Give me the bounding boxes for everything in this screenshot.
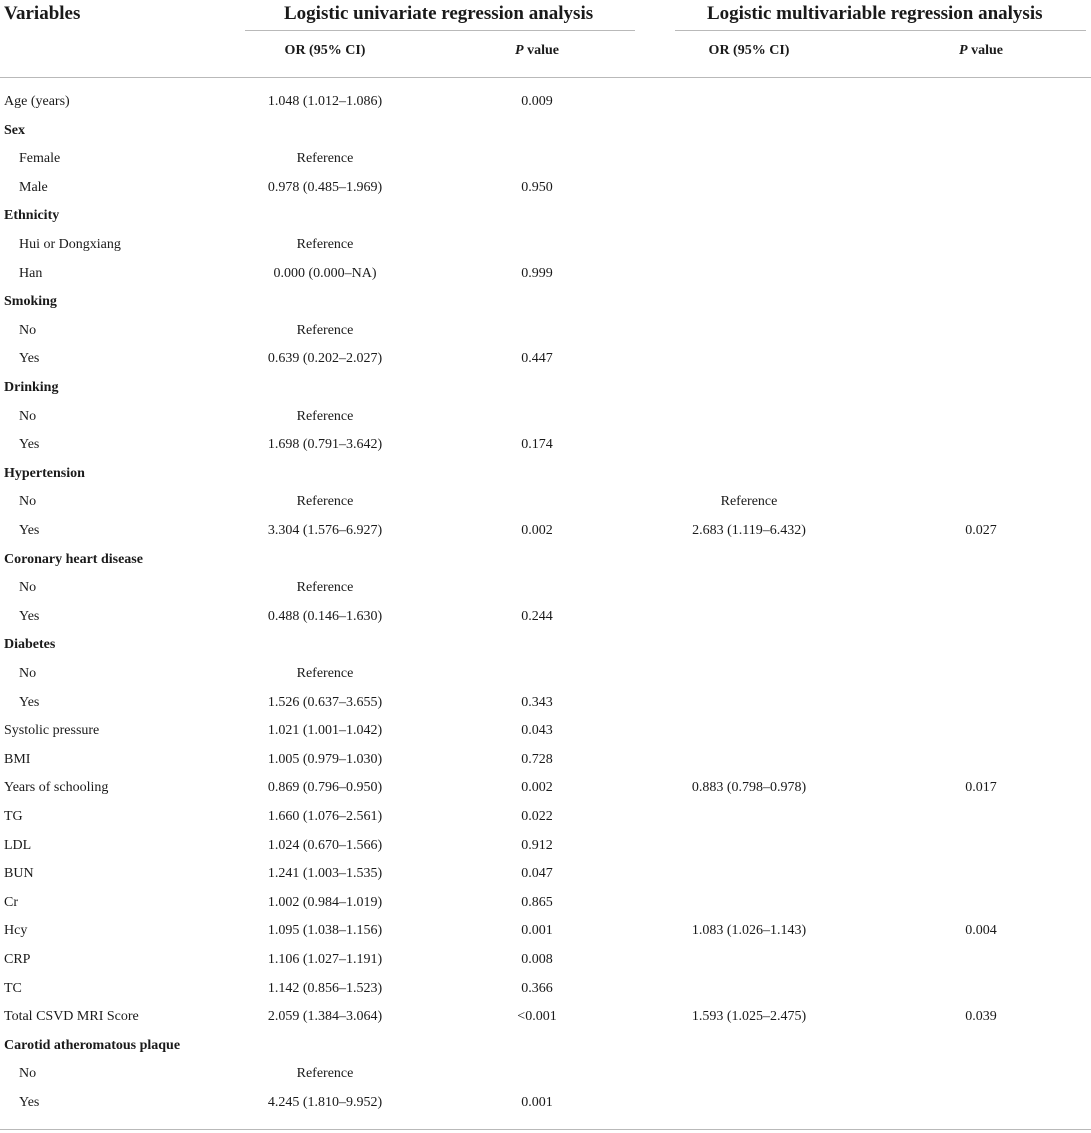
- cell-uni-or: 1.002 (0.984–1.019): [267, 894, 383, 910]
- table-row: [0, 832, 1091, 860]
- cell-uni-p: 0.999: [521, 265, 553, 281]
- column-header-variables: Variables: [4, 3, 81, 24]
- table-row: [0, 975, 1091, 1003]
- row-label: Yes: [19, 1095, 40, 1110]
- table-row: [0, 260, 1091, 288]
- cell-uni-or: Reference: [296, 151, 354, 167]
- table-row: [0, 403, 1091, 431]
- cell-multi-or: Reference: [720, 494, 778, 510]
- cell-uni-or: 0.488 (0.146–1.630): [267, 608, 383, 624]
- table-row: [0, 917, 1091, 945]
- cell-uni-or: 1.095 (1.038–1.156): [267, 923, 383, 939]
- row-label: No: [19, 666, 37, 681]
- cell-uni-or: 0.869 (0.796–0.950): [267, 780, 383, 796]
- row-label: No: [19, 408, 37, 424]
- row-label: Yes: [19, 608, 40, 624]
- cell-uni-p: 0.002: [521, 780, 553, 796]
- cell-uni-or: Reference: [296, 666, 354, 681]
- row-label: Years of schooling: [4, 780, 109, 796]
- row-label: Cr: [4, 894, 18, 910]
- cell-multi-p: 0.017: [965, 780, 997, 796]
- cell-uni-p: 0.001: [521, 1095, 553, 1110]
- table-row: [0, 574, 1091, 602]
- group-rule-multivariable: [675, 30, 1086, 31]
- cell-uni-or: 1.005 (0.979–1.030): [267, 751, 383, 767]
- cell-uni-p: 0.865: [521, 894, 553, 910]
- group-rule-univariate: [245, 30, 635, 31]
- group-header-multivariable: Logistic multivariable regression analysis: [707, 3, 1043, 24]
- table-row: [0, 689, 1091, 717]
- row-label: TG: [4, 809, 23, 824]
- cell-multi-or: 1.083 (1.026–1.143): [691, 923, 807, 939]
- table-row: [0, 202, 1091, 230]
- table-row: [0, 603, 1091, 631]
- cell-uni-p: 0.244: [521, 608, 553, 624]
- row-label: Yes: [19, 437, 40, 453]
- cell-uni-p: <0.001: [517, 1009, 557, 1025]
- row-label: No: [19, 1066, 37, 1082]
- table-row: [0, 774, 1091, 802]
- cell-uni-p: 0.912: [521, 837, 553, 853]
- p-italic: P: [515, 43, 524, 58]
- row-label: Drinking: [4, 380, 59, 395]
- cell-uni-or: 0.639 (0.202–2.027): [267, 351, 383, 367]
- row-label: Systolic pressure: [4, 723, 100, 739]
- group-header-univariate: Logistic univariate regression analysis: [284, 3, 594, 24]
- cell-uni-p: 0.043: [521, 723, 553, 739]
- table-bottom-rule: [0, 1129, 1091, 1130]
- p-italic: P: [959, 43, 968, 58]
- row-label: No: [19, 580, 37, 596]
- cell-uni-p: 0.447: [521, 351, 553, 367]
- table-row: [0, 431, 1091, 459]
- p-label-rest: value: [523, 43, 559, 58]
- table-row: [0, 746, 1091, 774]
- cell-uni-or: 1.021 (1.001–1.042): [267, 723, 383, 739]
- cell-uni-p: 0.343: [521, 694, 553, 710]
- cell-multi-p: 0.039: [965, 1009, 997, 1025]
- row-label: Sex: [4, 122, 25, 138]
- row-label: Yes: [19, 351, 40, 367]
- row-label: Male: [19, 179, 48, 195]
- cell-uni-p: 0.009: [521, 94, 553, 109]
- cell-uni-or: 1.024 (0.670–1.566): [267, 837, 383, 853]
- cell-uni-or: Reference: [296, 322, 354, 338]
- table-row: [0, 803, 1091, 831]
- row-label: LDL: [4, 837, 32, 853]
- table-row: [0, 488, 1091, 516]
- column-header-uni-or: OR (95% CI): [284, 43, 366, 58]
- cell-multi-or: 0.883 (0.798–0.978): [691, 780, 807, 796]
- cell-uni-p: 0.002: [521, 523, 553, 538]
- row-label: Yes: [19, 694, 40, 710]
- cell-uni-or: Reference: [296, 408, 354, 424]
- cell-uni-or: 3.304 (1.576–6.927): [267, 523, 383, 538]
- row-label: Smoking: [4, 294, 57, 310]
- table-row: [0, 1089, 1091, 1117]
- cell-uni-or: 1.106 (1.027–1.191): [267, 952, 383, 967]
- cell-multi-p: 0.004: [965, 923, 997, 939]
- cell-uni-or: 1.048 (1.012–1.086): [267, 94, 383, 109]
- table-row: [0, 231, 1091, 259]
- row-label: No: [19, 494, 37, 510]
- table-row: [0, 317, 1091, 345]
- cell-multi-or: 2.683 (1.119–6.432): [692, 523, 806, 538]
- row-label: BMI: [4, 751, 31, 767]
- table-row: [0, 946, 1091, 974]
- row-label: Age (years): [4, 94, 70, 109]
- table-row: [0, 1060, 1091, 1088]
- cell-uni-or: 0.978 (0.485–1.969): [267, 179, 383, 195]
- row-label: TC: [4, 980, 22, 996]
- row-label: Yes: [19, 523, 40, 538]
- cell-uni-p: 0.008: [521, 952, 553, 967]
- row-label: CRP: [4, 952, 31, 967]
- cell-uni-or: 1.660 (1.076–2.561): [267, 809, 383, 824]
- table-row: [0, 174, 1091, 202]
- table-row: [0, 660, 1091, 688]
- p-label-rest: value: [967, 43, 1003, 58]
- row-label: Ethnicity: [4, 208, 60, 224]
- table-row: [0, 631, 1091, 659]
- row-label: Hcy: [4, 923, 28, 939]
- row-label: Total CSVD MRI Score: [4, 1009, 139, 1025]
- cell-multi-or: 1.593 (1.025–2.475): [691, 1009, 807, 1025]
- cell-uni-or: 1.142 (0.856–1.523): [267, 980, 383, 996]
- row-label: Female: [19, 151, 61, 167]
- table-row: [0, 1003, 1091, 1031]
- row-label: BUN: [4, 866, 34, 882]
- cell-uni-or: 1.241 (1.003–1.535): [267, 866, 383, 882]
- table-row: [0, 546, 1091, 574]
- table-row: [0, 460, 1091, 488]
- cell-uni-or: 0.000 (0.000–NA): [273, 265, 377, 281]
- cell-uni-p: 0.366: [521, 980, 553, 996]
- row-label: Diabetes: [4, 637, 56, 653]
- cell-uni-p: 0.174: [521, 437, 553, 453]
- cell-uni-or: Reference: [296, 1066, 354, 1082]
- table-row: [0, 88, 1091, 116]
- cell-uni-or: Reference: [296, 580, 354, 596]
- cell-uni-or: Reference: [296, 494, 354, 510]
- column-header-multi-or: OR (95% CI): [708, 43, 790, 58]
- cell-uni-p: 0.047: [521, 866, 553, 882]
- table-row: [0, 860, 1091, 888]
- row-label: No: [19, 322, 37, 338]
- row-label: Hui or Dongxiang: [19, 237, 121, 252]
- cell-uni-or: 1.526 (0.637–3.655): [267, 694, 383, 710]
- cell-uni-p: 0.001: [521, 923, 553, 939]
- cell-uni-p: 0.728: [521, 751, 553, 767]
- row-label: Hypertension: [4, 465, 85, 481]
- table-row: [0, 517, 1091, 545]
- table-row: [0, 288, 1091, 316]
- header-bottom-rule: [0, 77, 1091, 78]
- cell-uni-or: 1.698 (0.791–3.642): [267, 437, 383, 453]
- row-label: Carotid atheromatous plaque: [4, 1037, 181, 1053]
- table-row: [0, 1032, 1091, 1060]
- column-header-multi-p: [959, 43, 1003, 59]
- row-label: Coronary heart disease: [4, 551, 143, 567]
- column-header-uni-p: [515, 43, 559, 59]
- cell-uni-p: 0.022: [521, 809, 553, 824]
- table-row: [0, 145, 1091, 173]
- cell-multi-p: 0.027: [965, 523, 997, 538]
- cell-uni-p: 0.950: [521, 179, 553, 195]
- row-label: Han: [19, 265, 43, 281]
- table-row: [0, 345, 1091, 373]
- cell-uni-or: 2.059 (1.384–3.064): [267, 1009, 383, 1025]
- table-row: [0, 374, 1091, 402]
- table-row: [0, 117, 1091, 145]
- table-row: [0, 717, 1091, 745]
- table-row: [0, 889, 1091, 917]
- cell-uni-or: Reference: [296, 237, 354, 252]
- cell-uni-or: 4.245 (1.810–9.952): [267, 1095, 383, 1110]
